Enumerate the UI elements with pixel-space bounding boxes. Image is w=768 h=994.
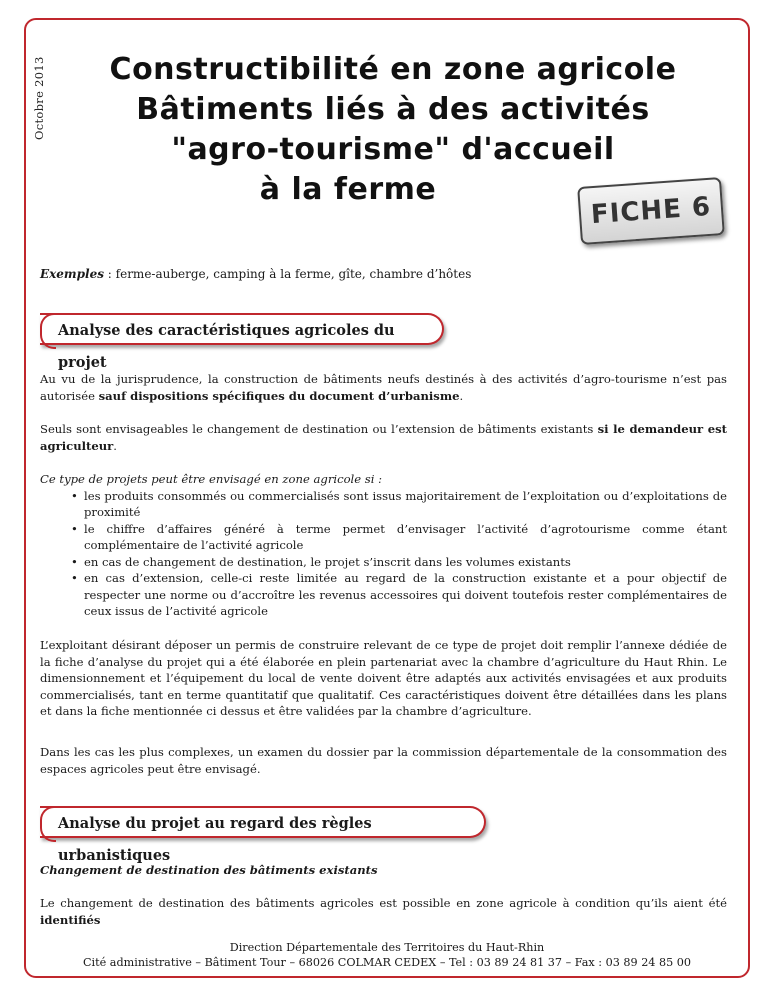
paragraph-changement — [40, 895, 727, 928]
section-heading-urbanistiques: Analyse du projet au regard des règles urbanistiques — [40, 806, 486, 838]
paragraph-text: Le changement de destination des bâtiments agricoles est possible en zone agricole à condition qu’ils aient été — [40, 896, 727, 910]
paragraph-text: . — [459, 388, 464, 403]
emphasis-text: identifiés — [40, 912, 101, 927]
paragraph-text: Seuls sont envisageables le changement de destination ou l’extension de bâtiments existants — [40, 422, 598, 436]
exemples-line — [40, 267, 471, 281]
list-item: • en cas d’extension, celle-ci reste limitée au regard de la construction existante et a pour objectif de respecter une norme ou d’accroître les revenus accessoires qui doivent toutefois rester complémentaires de ceux issus de l’activité agricole — [84, 570, 727, 620]
title-line: "agro-tourisme" d'accueil — [171, 132, 615, 167]
list-item: • les produits consommés ou commercialisés sont issus majoritairement de l’exploitation ou d’exploitations de proximité — [84, 488, 727, 521]
paragraph-exploitant: L’exploitant désirant déposer un permis de construire relevant de ce type de projet doit remplir l’annexe dédiée de la fiche d’analyse du projet qui a été élaborée en plein partenariat avec la chambre d’agriculture du Haut Rhin. Le dimensionnement et l’équipement du local de vente doivent être adaptés aux activités envisagées et aux produits commercialisés, tant en terme quantitatif que qualitatif. Ces caractéristiques doivent être détaillées dans les plans et dans la fiche mentionnée ci dessus et être validées par la chambre d’agriculture. — [40, 638, 727, 718]
list-item: • le chiffre d’affaires généré à terme permet d’envisager l’activité d’agrotourisme comme étant complémentaire de l’activité agricole — [84, 521, 727, 554]
conditions-intro: Ce type de projets peut être envisagé en zone agricole si : — [40, 472, 383, 486]
paragraph-text: Au vu de la jurisprudence, la construction de bâtiments neufs destinés à des activités d’agro-tourisme n’est pas autorisée — [40, 372, 727, 403]
title-line: à la ferme — [259, 172, 437, 207]
paragraph-complexes: Dans les cas les plus complexes, un examen du dossier par la commission départementale de la consommation des espaces agricoles peut être envisagé. — [40, 745, 727, 776]
footer — [24, 940, 750, 970]
fiche-badge: FICHE 6 — [577, 177, 725, 245]
title-line: Bâtiments liés à des activités — [136, 92, 650, 127]
conditions-list — [40, 488, 727, 620]
conditions-block — [40, 471, 727, 620]
paragraph-envisageables — [40, 421, 727, 454]
emphasis-text: sauf dispositions spécifiques du document d’urbanisme — [98, 388, 460, 403]
exemples-label: Exemples — [40, 267, 104, 281]
footer-org: Direction Départementale des Territoires du Haut-Rhin — [229, 941, 545, 954]
side-date: Octobre 2013 — [32, 56, 46, 140]
paragraph-text: . — [113, 438, 117, 453]
exemples-text: : ferme-auberge, camping à la ferme, gîte, chambre d’hôtes — [103, 267, 472, 281]
emphasis-text: si le demandeur est agriculteur — [40, 422, 727, 453]
title-line: Constructibilité en zone agricole — [109, 52, 677, 87]
paragraph-jurisprudence — [40, 371, 727, 404]
list-item: • en cas de changement de destination, le projet s’inscrit dans les volumes existants — [84, 554, 727, 571]
section-heading-agricole: Analyse des caractéristiques agricoles du projet — [40, 313, 444, 345]
subheading-changement: Changement de destination des bâtiments existants — [40, 863, 378, 877]
footer-address: Cité administrative – Bâtiment Tour – 68026 COLMAR CEDEX – Tel : 03 89 24 81 37 – Fax : 03 89 24 85 00 — [82, 956, 692, 969]
